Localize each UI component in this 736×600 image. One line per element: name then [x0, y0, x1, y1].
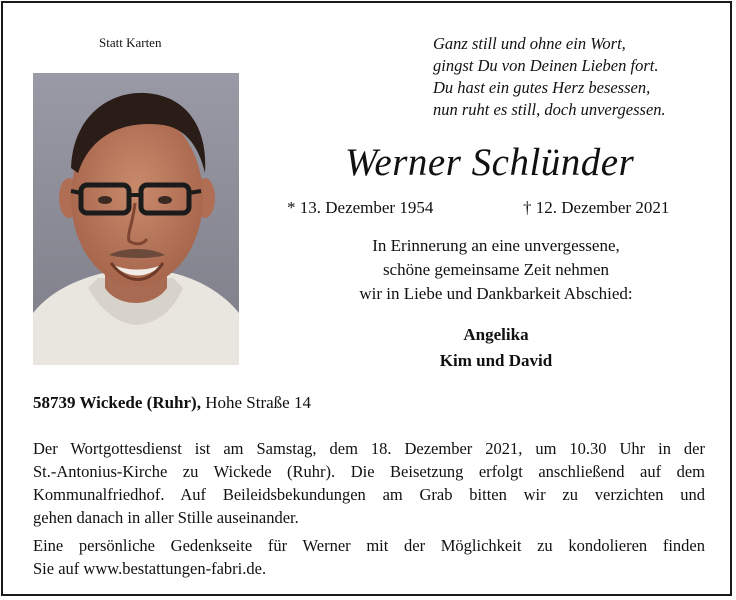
mourners [360, 322, 632, 374]
service-line: Der Wortgottesdienst ist am Samstag, dem 18. Dezember 2021, um 10.30 Uhr in der [33, 439, 705, 458]
memory-line: wir in Liebe und Dankbarkeit Abschied: [359, 284, 633, 303]
service-text [33, 437, 705, 529]
address [33, 393, 311, 413]
poem-line: nun ruht es still, doch unvergessen. [433, 100, 666, 119]
address-street: Hohe Straße 14 [205, 393, 311, 412]
service-line: gehen danach in aller Stille auseinander. [33, 508, 299, 527]
deceased-name: Werner Schlünder [345, 141, 635, 184]
mourner-name: Angelika [463, 325, 529, 344]
poem-line: Du hast ein gutes Herz besessen, [433, 78, 651, 97]
memory-text [300, 234, 692, 306]
mourner-name: Kim und David [439, 351, 553, 370]
memory-line: In Erinnerung an eine unvergessene, [372, 236, 620, 255]
birth-date: * 13. Dezember 1954 [287, 198, 434, 217]
online-memorial-text [33, 534, 705, 580]
online-line: Eine persönliche Gedenkseite für Werner mit der Möglichkeit zu kondolieren finden [33, 536, 705, 555]
memory-line: schöne gemeinsame Zeit nehmen [382, 260, 610, 279]
address-city: 58739 Wickede (Ruhr), [33, 393, 201, 412]
service-line: Kommunalfriedhof. Auf Beileidsbekundungen am Grab bitten wir zu verzichten und [33, 485, 705, 504]
service-line: St.-Antonius-Kirche zu Wickede (Ruhr). Die Beisetzung erfolgt anschließend auf dem [33, 462, 705, 481]
poem-line: gingst Du von Deinen Lieben fort. [433, 56, 659, 75]
poem-line: Ganz still und ohne ein Wort, [433, 34, 626, 53]
statt-karten-label: Statt Karten [99, 35, 162, 50]
death-date: † 12. Dezember 2021 [523, 198, 670, 217]
poem [433, 33, 666, 121]
online-line: Sie auf www.bestattungen-fabri.de. [33, 559, 267, 578]
portrait-photo [33, 73, 239, 365]
